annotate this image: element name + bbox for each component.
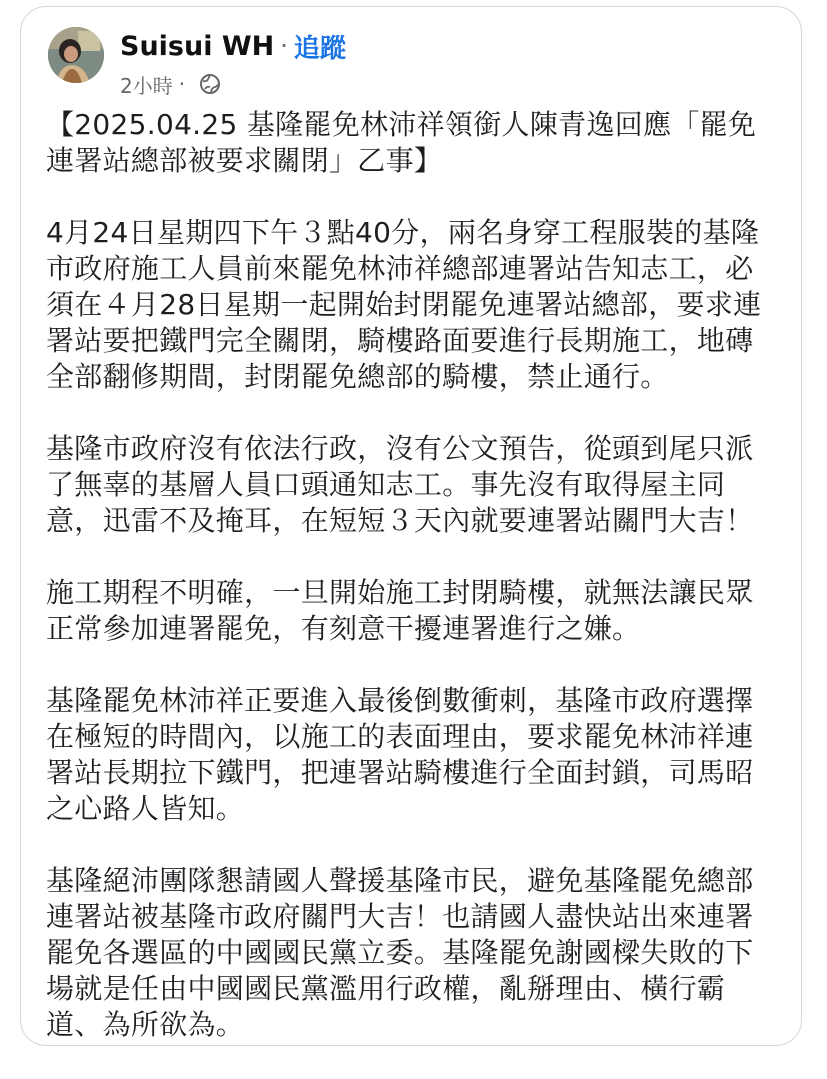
author-line (120, 27, 346, 65)
avatar[interactable] (48, 27, 104, 83)
post-meta (120, 69, 221, 99)
post-card (20, 6, 802, 1046)
meta-separator: · (178, 72, 186, 96)
globe-icon[interactable] (199, 73, 221, 95)
post-paragraph: 基隆絕沛團隊懇請國人聲援基隆市民，避免基隆罷免總部連署站被基隆市政府關門大吉！也請國人盡快站出來連署罷免各選區的中國國民黨立委。基隆罷免謝國樑失敗的下場就是任由中國國民黨濫用行政權，亂掰理由、橫行霸道、為所欲為。 (46, 864, 754, 1041)
follow-button[interactable]: 追蹤 (293, 33, 346, 64)
post-timestamp[interactable]: 2小時 (120, 73, 173, 98)
separator-dot: · (280, 32, 288, 60)
author-name[interactable]: Suisui WH (120, 30, 275, 62)
post-body (46, 107, 781, 1079)
post-paragraph: 施工期程不明確，一旦開始施工封閉騎樓，就無法讓民眾正常參加連署罷免，有刻意干擾連署進行之嫌。 (46, 576, 754, 645)
post-paragraph: 基隆罷免林沛祥正要進入最後倒數衝刺，基隆市政府選擇在極短的時間內，以施工的表面理由，要求罷免林沛祥連署站長期拉下鐵門，把連署站騎樓進行全面封鎖，司馬昭之心路人皆知。 (46, 684, 754, 825)
profile-photo (48, 27, 104, 83)
post-title-paragraph: 【2025.04.25 基隆罷免林沛祥領銜人陳青逸回應「罷免連署站總部被要求關閉」乙事】 (46, 108, 757, 177)
post-paragraph: 基隆市政府沒有依法行政，沒有公文預告，從頭到尾只派了無辜的基層人員口頭通知志工。事先沒有取得屋主同意，迅雷不及掩耳，在短短３天內就要連署站關門大吉！ (46, 432, 754, 537)
post-paragraph: 4月24日星期四下午３點40分，兩名身穿工程服裝的基隆市政府施工人員前來罷免林沛祥總部連署站告知志工，必須在４月28日星期一起開始封閉罷免連署站總部，要求連署站要把鐵門完全關閉，騎樓路面要進行長期施工，地磚全部翻修期間，封閉罷免總部的騎樓，禁止通行。 (46, 216, 762, 393)
